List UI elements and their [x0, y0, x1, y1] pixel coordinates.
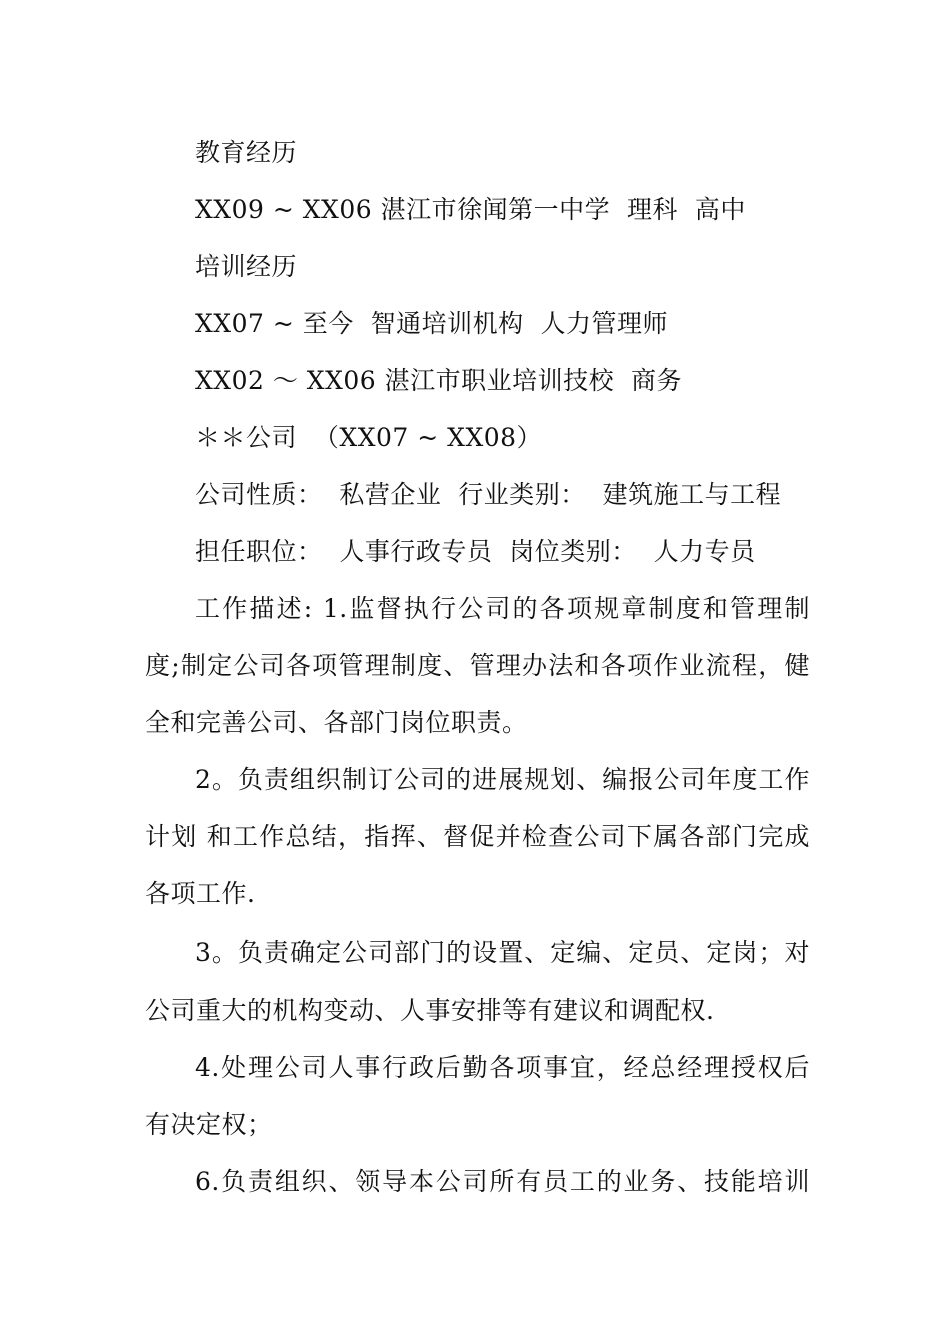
job-description-line: 各项工作.	[145, 879, 256, 908]
training-entry-2: XX02 ～ XX06 湛江市职业培训技校 商务	[195, 366, 683, 395]
heading-education: 教育经历	[195, 138, 298, 167]
job-description-line: 工作描述: 1.监督执行公司的各项规章制度和管理制	[195, 594, 810, 623]
job-position: 担任职位： 人事行政专员 岗位类别： 人力专员	[195, 537, 756, 566]
company-heading: ＊＊公司 （XX07 ~ XX08）	[195, 423, 543, 452]
job-description-line: 公司重大的机构变动、人事安排等有建议和调配权.	[145, 996, 715, 1025]
education-entry: XX09 ~ XX06 湛江市徐闻第一中学 理科 高中	[195, 195, 746, 224]
job-description-line: 2。负责组织制订公司的进展规划、编报公司年度工作	[195, 765, 810, 794]
company-nature: 公司性质： 私营企业 行业类别： 建筑施工与工程	[195, 480, 782, 509]
job-description-line: 4.处理公司人事行政后勤各项事宜，经总经理授权后	[195, 1053, 810, 1082]
job-description-line: 全和完善公司、各部门岗位职责。	[145, 708, 528, 737]
job-description-line: 计划 和工作总结，指挥、督促并检查公司下属各部门完成	[145, 822, 810, 851]
training-entry-1: XX07 ~ 至今 智通培训机构 人力管理师	[195, 309, 669, 338]
heading-training: 培训经历	[195, 252, 298, 281]
job-description-line: 6.负责组织、领导本公司所有员工的业务、技能培训	[195, 1167, 810, 1196]
job-description-line: 度;制定公司各项管理制度、管理办法和各项作业流程，健	[145, 651, 810, 680]
job-description-line: 有决定权；	[145, 1110, 273, 1139]
job-description-line: 3。负责确定公司部门的设置、定编、定员、定岗；对	[195, 938, 810, 967]
